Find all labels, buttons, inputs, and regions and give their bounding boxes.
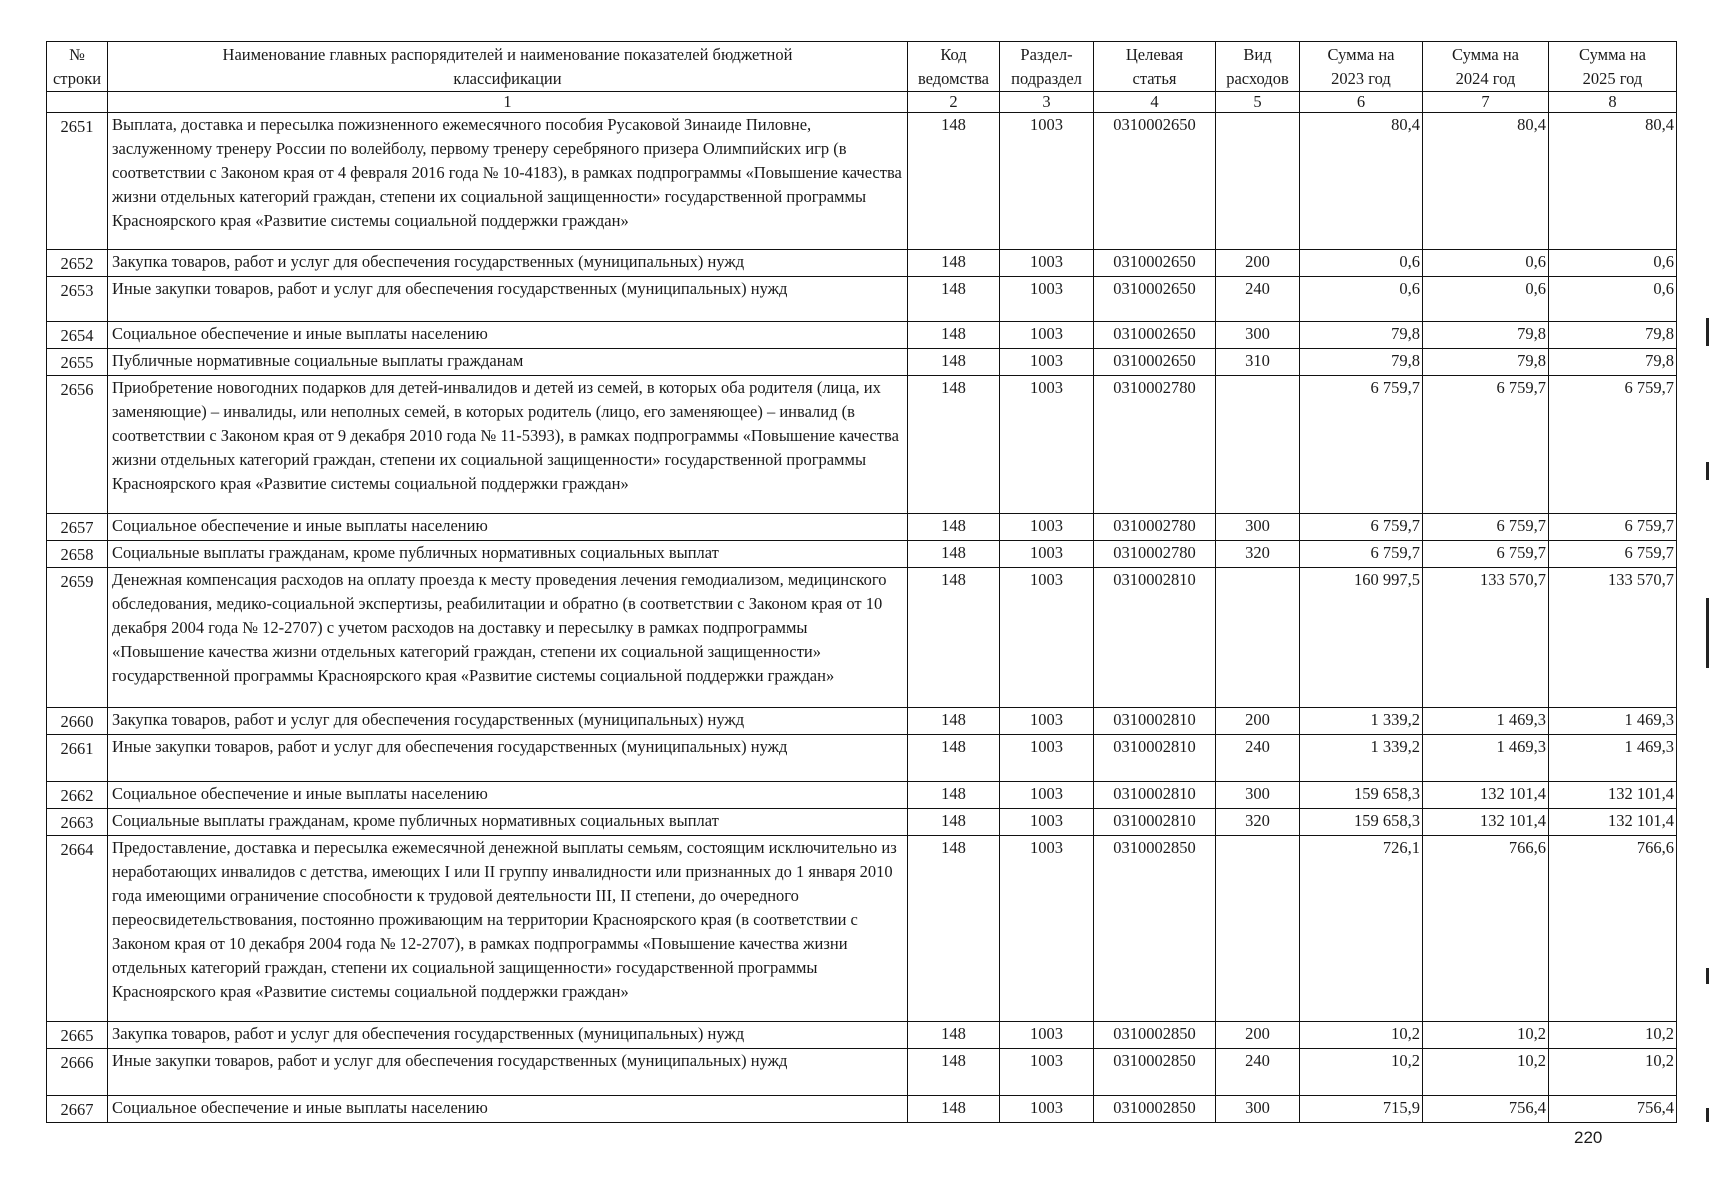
header-section: Раздел-подраздел xyxy=(1000,42,1094,92)
row-amount-2025: 80,4 xyxy=(1549,113,1677,250)
row-amount-2024: 6 759,7 xyxy=(1423,376,1549,514)
row-target: 0310002780 xyxy=(1094,376,1216,514)
row-amount-2024: 79,8 xyxy=(1423,349,1549,376)
index-cell: 6 xyxy=(1300,92,1423,113)
row-name: Закупка товаров, работ и услуг для обеспечения государственных (муниципальных) нужд xyxy=(108,708,908,735)
row-amount-2023: 0,6 xyxy=(1300,277,1423,322)
row-amount-2024: 1 469,3 xyxy=(1423,708,1549,735)
row-name: Социальное обеспечение и иные выплаты населению xyxy=(108,782,908,809)
row-amount-2025: 1 469,3 xyxy=(1549,735,1677,782)
row-amount-2023: 10,2 xyxy=(1300,1022,1423,1049)
row-section: 1003 xyxy=(1000,1096,1094,1123)
index-cell: 5 xyxy=(1216,92,1300,113)
row-name: Социальные выплаты гражданам, кроме публичных нормативных социальных выплат xyxy=(108,809,908,836)
row-amount-2024: 10,2 xyxy=(1423,1049,1549,1096)
index-cell: 3 xyxy=(1000,92,1094,113)
row-amount-2025: 79,8 xyxy=(1549,322,1677,349)
row-amount-2025: 756,4 xyxy=(1549,1096,1677,1123)
row-expense-type: 320 xyxy=(1216,809,1300,836)
budget-table xyxy=(46,41,1677,1123)
table-row xyxy=(47,708,1677,735)
row-section: 1003 xyxy=(1000,708,1094,735)
row-expense-type xyxy=(1216,568,1300,708)
row-amount-2024: 132 101,4 xyxy=(1423,782,1549,809)
row-expense-type: 300 xyxy=(1216,322,1300,349)
index-row xyxy=(47,92,1677,113)
header-row-no: № строки xyxy=(47,42,108,92)
row-name: Закупка товаров, работ и услуг для обеспечения государственных (муниципальных) нужд xyxy=(108,1022,908,1049)
row-amount-2024: 133 570,7 xyxy=(1423,568,1549,708)
row-number: 2663 xyxy=(47,809,108,836)
header-row xyxy=(47,42,1677,92)
row-amount-2025: 0,6 xyxy=(1549,277,1677,322)
row-amount-2024: 766,6 xyxy=(1423,836,1549,1022)
row-amount-2024: 132 101,4 xyxy=(1423,809,1549,836)
row-number: 2657 xyxy=(47,514,108,541)
row-target: 0310002650 xyxy=(1094,113,1216,250)
page-number: 220 xyxy=(1574,1128,1603,1147)
row-expense-type: 320 xyxy=(1216,541,1300,568)
row-target: 0310002780 xyxy=(1094,514,1216,541)
row-dept-code: 148 xyxy=(908,277,1000,322)
row-name: Иные закупки товаров, работ и услуг для обеспечения государственных (муниципальных) нужд xyxy=(108,1049,908,1096)
row-number: 2665 xyxy=(47,1022,108,1049)
row-amount-2023: 80,4 xyxy=(1300,113,1423,250)
index-cell: 1 xyxy=(108,92,908,113)
row-dept-code: 148 xyxy=(908,541,1000,568)
row-number: 2655 xyxy=(47,349,108,376)
row-amount-2024: 756,4 xyxy=(1423,1096,1549,1123)
table-row xyxy=(47,376,1677,514)
row-name: Выплата, доставка и пересылка пожизненного ежемесячного пособия Русаковой Зинаиде Пиловне, заслуженному тренеру России по волейболу, первому тренеру серебряного призера Олимпийских игр (в соответствии с Законом края от 4 февраля 2016 года № 10-4183), в рамках подпрограммы «Повышение качества жизни отдельных категорий граждан, степени их социальной защищенности» государственной программы Красноярского края «Развитие системы социальной поддержки граждан» xyxy=(108,113,908,250)
row-name: Закупка товаров, работ и услуг для обеспечения государственных (муниципальных) нужд xyxy=(108,250,908,277)
row-amount-2024: 0,6 xyxy=(1423,277,1549,322)
row-amount-2023: 1 339,2 xyxy=(1300,708,1423,735)
row-section: 1003 xyxy=(1000,568,1094,708)
row-section: 1003 xyxy=(1000,113,1094,250)
row-dept-code: 148 xyxy=(908,708,1000,735)
row-name: Социальное обеспечение и иные выплаты населению xyxy=(108,1096,908,1123)
row-amount-2025: 6 759,7 xyxy=(1549,376,1677,514)
row-amount-2025: 766,6 xyxy=(1549,836,1677,1022)
row-dept-code: 148 xyxy=(908,349,1000,376)
row-section: 1003 xyxy=(1000,277,1094,322)
row-expense-type: 300 xyxy=(1216,514,1300,541)
row-amount-2024: 6 759,7 xyxy=(1423,541,1549,568)
row-dept-code: 148 xyxy=(908,836,1000,1022)
row-target: 0310002850 xyxy=(1094,1096,1216,1123)
row-number: 2660 xyxy=(47,708,108,735)
table-row xyxy=(47,1022,1677,1049)
row-amount-2023: 79,8 xyxy=(1300,322,1423,349)
row-target: 0310002650 xyxy=(1094,277,1216,322)
table-row xyxy=(47,514,1677,541)
row-dept-code: 148 xyxy=(908,322,1000,349)
row-section: 1003 xyxy=(1000,1022,1094,1049)
row-name: Социальное обеспечение и иные выплаты населению xyxy=(108,514,908,541)
row-dept-code: 148 xyxy=(908,514,1000,541)
row-amount-2025: 0,6 xyxy=(1549,250,1677,277)
row-section: 1003 xyxy=(1000,541,1094,568)
budget-table-page xyxy=(46,41,1676,1123)
row-amount-2025: 132 101,4 xyxy=(1549,782,1677,809)
row-section: 1003 xyxy=(1000,250,1094,277)
table-row xyxy=(47,836,1677,1022)
header-2024: Сумма на 2024 год xyxy=(1423,42,1549,92)
row-expense-type: 300 xyxy=(1216,782,1300,809)
row-amount-2023: 726,1 xyxy=(1300,836,1423,1022)
row-expense-type: 240 xyxy=(1216,1049,1300,1096)
row-amount-2023: 715,9 xyxy=(1300,1096,1423,1123)
row-section: 1003 xyxy=(1000,1049,1094,1096)
row-name: Публичные нормативные социальные выплаты гражданам xyxy=(108,349,908,376)
row-number: 2652 xyxy=(47,250,108,277)
row-amount-2024: 1 469,3 xyxy=(1423,735,1549,782)
row-target: 0310002850 xyxy=(1094,1022,1216,1049)
table-row xyxy=(47,277,1677,322)
row-target: 0310002650 xyxy=(1094,349,1216,376)
row-amount-2023: 10,2 xyxy=(1300,1049,1423,1096)
row-amount-2024: 6 759,7 xyxy=(1423,514,1549,541)
row-amount-2023: 160 997,5 xyxy=(1300,568,1423,708)
row-amount-2025: 1 469,3 xyxy=(1549,708,1677,735)
header-dept: Код ведомства xyxy=(908,42,1000,92)
row-name: Денежная компенсация расходов на оплату проезда к месту проведения лечения гемодиализом, медицинского обследования, медико-социальной экспертизы, реабилитации и обратно (в соответствии с Законом края от 10 декабря 2004 года № 12-2707) с учетом расходов на доставку и пересылку в рамках подпрограммы «Повышение качества жизни отдельных категорий граждан, степени их социальной защищенности» государственной программы Красноярского края «Развитие системы социальной поддержки граждан» xyxy=(108,568,908,708)
table-body xyxy=(47,113,1677,1123)
row-section: 1003 xyxy=(1000,514,1094,541)
row-amount-2024: 10,2 xyxy=(1423,1022,1549,1049)
row-amount-2025: 6 759,7 xyxy=(1549,514,1677,541)
row-amount-2023: 6 759,7 xyxy=(1300,514,1423,541)
row-target: 0310002810 xyxy=(1094,735,1216,782)
row-dept-code: 148 xyxy=(908,1022,1000,1049)
row-dept-code: 148 xyxy=(908,782,1000,809)
row-number: 2662 xyxy=(47,782,108,809)
row-amount-2024: 80,4 xyxy=(1423,113,1549,250)
row-amount-2025: 132 101,4 xyxy=(1549,809,1677,836)
row-number: 2667 xyxy=(47,1096,108,1123)
row-target: 0310002780 xyxy=(1094,541,1216,568)
row-amount-2023: 1 339,2 xyxy=(1300,735,1423,782)
row-target: 0310002810 xyxy=(1094,568,1216,708)
row-name: Социальное обеспечение и иные выплаты населению xyxy=(108,322,908,349)
row-target: 0310002850 xyxy=(1094,1049,1216,1096)
table-row xyxy=(47,322,1677,349)
row-amount-2023: 6 759,7 xyxy=(1300,376,1423,514)
index-cell: 8 xyxy=(1549,92,1677,113)
row-dept-code: 148 xyxy=(908,376,1000,514)
row-target: 0310002650 xyxy=(1094,322,1216,349)
row-amount-2023: 0,6 xyxy=(1300,250,1423,277)
row-expense-type: 200 xyxy=(1216,708,1300,735)
row-dept-code: 148 xyxy=(908,250,1000,277)
row-number: 2653 xyxy=(47,277,108,322)
row-amount-2024: 79,8 xyxy=(1423,322,1549,349)
row-section: 1003 xyxy=(1000,782,1094,809)
row-number: 2654 xyxy=(47,322,108,349)
row-target: 0310002810 xyxy=(1094,708,1216,735)
row-name: Иные закупки товаров, работ и услуг для обеспечения государственных (муниципальных) нужд xyxy=(108,735,908,782)
row-number: 2661 xyxy=(47,735,108,782)
table-row xyxy=(47,568,1677,708)
row-dept-code: 148 xyxy=(908,809,1000,836)
row-amount-2025: 79,8 xyxy=(1549,349,1677,376)
row-amount-2023: 159 658,3 xyxy=(1300,809,1423,836)
row-section: 1003 xyxy=(1000,809,1094,836)
row-expense-type xyxy=(1216,113,1300,250)
row-dept-code: 148 xyxy=(908,568,1000,708)
row-target: 0310002810 xyxy=(1094,809,1216,836)
row-number: 2659 xyxy=(47,568,108,708)
header-type: Вид расходов xyxy=(1216,42,1300,92)
row-amount-2025: 10,2 xyxy=(1549,1022,1677,1049)
table-row xyxy=(47,113,1677,250)
table-row xyxy=(47,809,1677,836)
table-row xyxy=(47,782,1677,809)
row-name: Предоставление, доставка и пересылка ежемесячной денежной выплаты семьям, состоящим исключительно из неработающих инвалидов с детства, имеющих I или II группу инвалидности или признанных до 1 января 2010 года имеющими ограничение способности к трудовой деятельности III, II степени, до очередного переосвидетельствования, постоянно проживающим на территории Красноярского края (в соответствии с Законом края от 10 декабря 2004 года № 12-2707), в рамках подпрограммы «Повышение качества жизни отдельных категорий граждан, степени их социальной защищенности» государственной программы Красноярского края «Развитие системы социальной поддержки граждан» xyxy=(108,836,908,1022)
row-name: Социальные выплаты гражданам, кроме публичных нормативных социальных выплат xyxy=(108,541,908,568)
table-row xyxy=(47,735,1677,782)
row-target: 0310002850 xyxy=(1094,836,1216,1022)
row-target: 0310002810 xyxy=(1094,782,1216,809)
row-section: 1003 xyxy=(1000,322,1094,349)
row-section: 1003 xyxy=(1000,836,1094,1022)
row-number: 2664 xyxy=(47,836,108,1022)
row-dept-code: 148 xyxy=(908,1096,1000,1123)
row-dept-code: 148 xyxy=(908,1049,1000,1096)
row-name: Приобретение новогодних подарков для детей-инвалидов и детей из семей, в которых оба родителя (лица, их заменяющие) – инвалиды, или неполных семей, в которых родитель (лицо, его заменяющее) – инвалид (в соответствии с Законом края от 9 декабря 2010 года № 11-5393), в рамках подпрограммы «Повышение качества жизни отдельных категорий граждан, степени их социальной защищенности» государственной программы Красноярского края «Развитие системы социальной поддержки граждан» xyxy=(108,376,908,514)
index-cell: 2 xyxy=(908,92,1000,113)
row-expense-type: 200 xyxy=(1216,250,1300,277)
row-amount-2025: 6 759,7 xyxy=(1549,541,1677,568)
table-row xyxy=(47,541,1677,568)
row-amount-2023: 79,8 xyxy=(1300,349,1423,376)
row-expense-type xyxy=(1216,376,1300,514)
index-cell xyxy=(47,92,108,113)
row-expense-type xyxy=(1216,836,1300,1022)
row-section: 1003 xyxy=(1000,349,1094,376)
row-target: 0310002650 xyxy=(1094,250,1216,277)
row-section: 1003 xyxy=(1000,735,1094,782)
row-dept-code: 148 xyxy=(908,735,1000,782)
header-2023: Сумма на 2023 год xyxy=(1300,42,1423,92)
row-expense-type: 200 xyxy=(1216,1022,1300,1049)
index-cell: 7 xyxy=(1423,92,1549,113)
row-number: 2666 xyxy=(47,1049,108,1096)
header-target: Целевая статья xyxy=(1094,42,1216,92)
row-section: 1003 xyxy=(1000,376,1094,514)
table-row xyxy=(47,349,1677,376)
row-amount-2025: 10,2 xyxy=(1549,1049,1677,1096)
row-amount-2024: 0,6 xyxy=(1423,250,1549,277)
row-dept-code: 148 xyxy=(908,113,1000,250)
row-name: Иные закупки товаров, работ и услуг для обеспечения государственных (муниципальных) нужд xyxy=(108,277,908,322)
index-cell: 4 xyxy=(1094,92,1216,113)
row-expense-type: 310 xyxy=(1216,349,1300,376)
row-amount-2023: 6 759,7 xyxy=(1300,541,1423,568)
row-number: 2656 xyxy=(47,376,108,514)
table-row xyxy=(47,1096,1677,1123)
row-amount-2023: 159 658,3 xyxy=(1300,782,1423,809)
row-expense-type: 240 xyxy=(1216,735,1300,782)
row-number: 2658 xyxy=(47,541,108,568)
table-row xyxy=(47,250,1677,277)
header-2025: Сумма на 2025 год xyxy=(1549,42,1677,92)
row-expense-type: 300 xyxy=(1216,1096,1300,1123)
row-amount-2025: 133 570,7 xyxy=(1549,568,1677,708)
row-expense-type: 240 xyxy=(1216,277,1300,322)
row-number: 2651 xyxy=(47,113,108,250)
table-row xyxy=(47,1049,1677,1096)
header-name: Наименование главных распорядителей и наименование показателей бюджетной классификации xyxy=(108,42,908,92)
